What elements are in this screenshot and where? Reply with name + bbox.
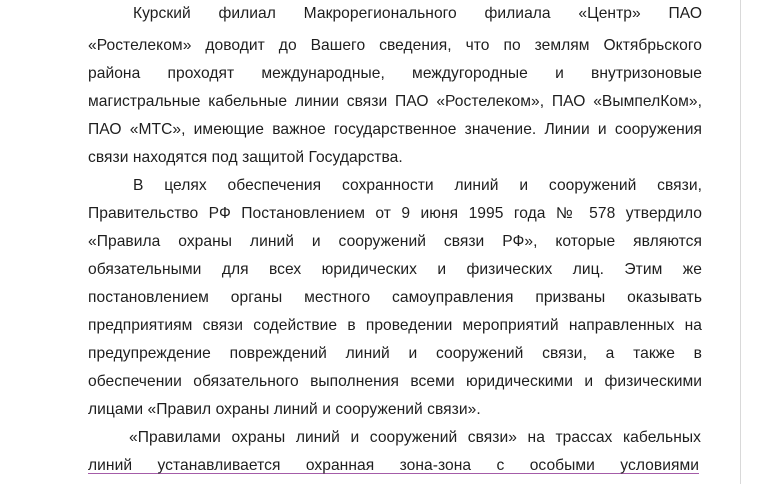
page-edge-divider xyxy=(740,0,741,484)
paragraph-3-line-1: «Правилами охраны линий и сооружений связи» на трассах кабельных xyxy=(129,429,701,446)
paragraph-2-line-2: Правительство РФ Постановлением от 9 июня 1995 года № 578 утвердило xyxy=(88,205,702,222)
paragraph-2-line-3: «Правила охраны линий и сооружений связи РФ», которые являются xyxy=(88,233,702,250)
paragraph-2-line-5: постановлением органы местного самоуправления призваны оказывать xyxy=(88,289,702,306)
paragraph-2-line-9: лицами «Правил охраны линий и сооружений связи». xyxy=(88,401,481,418)
paragraph-2-line-4: обязательными для всех юридических и физических лиц. Этим же xyxy=(88,261,702,278)
paragraph-1-line-4: магистральные кабельные линии связи ПАО «Ростелеком», ПАО «ВымпелКом», xyxy=(88,93,702,110)
paragraph-1-line-3: района проходят международные, междугородные и внутризоновые xyxy=(88,65,702,82)
paragraph-1-line-1: Курский филиал Макрорегионального филиала «Центр» ПАО xyxy=(133,5,702,22)
paragraph-1-line-5: ПАО «МТС», имеющие важное государственное значение. Линии и сооружения xyxy=(88,121,702,138)
paragraph-2-line-8: обеспечении обязательного выполнения всеми юридическими и физическими xyxy=(88,373,702,390)
paragraph-1-line-6: связи находятся под защитой Государства. xyxy=(88,149,403,166)
paragraph-2-line-7: предупреждение повреждений линий и сооружений связи, а также в xyxy=(88,345,702,362)
paragraph-2-line-6: предприятиям связи содействие в проведении мероприятий направленных на xyxy=(88,317,702,334)
paragraph-3-line-2: линий устанавливается охранная зона-зона с особыми условиями xyxy=(88,457,699,474)
paragraph-2-line-1: В целях обеспечения сохранности линий и сооружений связи, xyxy=(133,177,702,194)
paragraph-1-line-2: «Ростелеком» доводит до Вашего сведения, что по землям Октябрьского xyxy=(88,37,702,54)
